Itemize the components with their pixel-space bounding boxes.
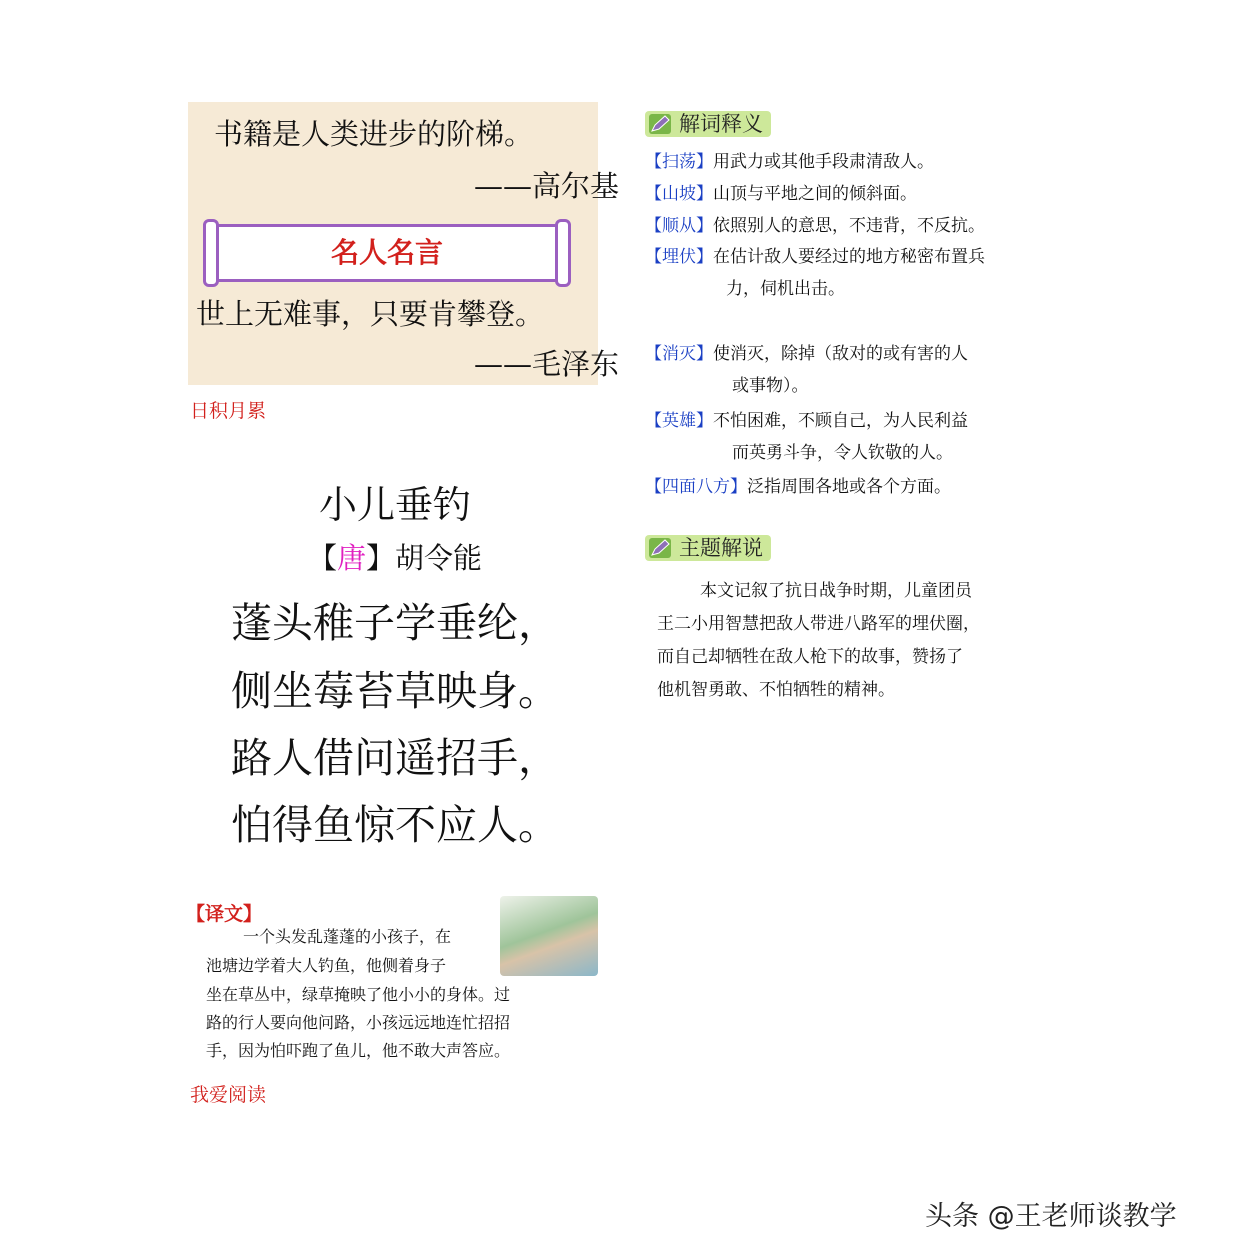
vocab-item — [645, 210, 985, 242]
vocab-definition: 力，伺机出击。 — [726, 279, 845, 299]
translation-line: 手，因为怕吓跑了鱼儿，他不敢大声答应。 — [206, 1041, 511, 1060]
bracket: 】 — [366, 541, 396, 575]
vocab-term: 【埋伏】 — [645, 247, 713, 267]
vocab-definition: 不怕困难，不顾自己，为人民利益 — [713, 411, 968, 431]
theme-line: 而自己却牺牲在敌人枪下的故事，赞扬了 — [657, 647, 963, 667]
vocab-definition: 或事物）。 — [732, 376, 809, 396]
vocab-definition: 使消灭，除掉（敌对的或有害的人 — [713, 344, 968, 364]
poem-author: 胡令能 — [395, 541, 483, 575]
boy-fishing-illustration — [500, 896, 598, 976]
vocab-term: 【四面八方】 — [645, 477, 747, 497]
section-title-daily: 日积月累 — [190, 400, 267, 422]
vocab-item — [645, 146, 934, 178]
translation-line: 路的行人要向他问路，小孩远远地连忙招招 — [206, 1013, 511, 1032]
section-title-reading: 我爱阅读 — [190, 1084, 267, 1106]
vocab-item — [645, 241, 985, 273]
vocab-term: 【扫荡】 — [645, 152, 713, 172]
poem-dynasty: 唐 — [336, 541, 366, 575]
vocab-item — [645, 338, 968, 370]
quote-banner — [212, 224, 562, 282]
translation-line: 一个头发乱蓬蓬的小孩子，在 — [243, 927, 452, 946]
watermark: 头条 @王老师谈教学 — [925, 1201, 1177, 1232]
translation-label: 【译文】 — [186, 903, 263, 925]
bracket: 【 — [307, 541, 337, 575]
vocab-item — [645, 471, 951, 503]
vocab-term: 【顺从】 — [645, 216, 713, 236]
vocab-item — [732, 370, 809, 402]
vocab-term: 【山坡】 — [645, 184, 713, 204]
theme-line: 他机智勇敢、不怕牺牲的精神。 — [657, 680, 895, 700]
theme-line: 本文记叙了抗日战争时期，儿童团员 — [700, 581, 972, 601]
vocab-title: 解词释义 — [679, 112, 763, 136]
quote-2-author: ——毛泽东 — [474, 347, 620, 381]
quote-2: 世上无难事，只要肯攀登。 — [196, 297, 545, 331]
theme-line: 王二小用智慧把敌人带进八路军的埋伏圈， — [657, 614, 980, 634]
vocab-definition: 在估计敌人要经过的地方秘密布置兵 — [713, 247, 985, 267]
poem-line: 路人借问遥招手， — [231, 734, 559, 782]
vocab-definition: 泛指周围各地或各个方面。 — [747, 477, 951, 497]
quote-1: 书籍是人类进步的阶梯。 — [214, 117, 534, 151]
quote-card — [188, 102, 620, 385]
vocab-header — [645, 111, 771, 137]
poem-line: 侧坐莓苔草映身。 — [231, 667, 559, 715]
vocab-definition: 依照别人的意思，不违背，不反抗。 — [713, 216, 985, 236]
pencil-icon — [649, 538, 671, 558]
vocab-definition: 而英勇斗争，令人钦敬的人。 — [732, 443, 953, 463]
quote-1-author: ——高尔基 — [474, 169, 620, 203]
vocab-item — [645, 405, 968, 437]
translation-line: 池塘边学着大人钓鱼，他侧着身子 — [206, 956, 447, 975]
pencil-icon — [649, 114, 671, 134]
vocab-definition: 山顶与平地之间的倾斜面。 — [713, 184, 917, 204]
vocab-item — [726, 273, 845, 305]
vocab-item — [645, 178, 917, 210]
vocab-term: 【英雄】 — [645, 411, 713, 431]
poem-line: 蓬头稚子学垂纶， — [231, 599, 559, 647]
vocab-item — [732, 437, 953, 469]
translation-line: 坐在草丛中，绿草掩映了他小小的身体。过 — [206, 985, 511, 1004]
theme-title: 主题解说 — [679, 536, 763, 560]
poem-title: 小儿垂钓 — [318, 483, 471, 527]
banner-label: 名人名言 — [330, 236, 443, 269]
vocab-term: 【消灭】 — [645, 344, 713, 364]
theme-header — [645, 535, 771, 561]
poem-line: 怕得鱼惊不应人。 — [231, 801, 559, 849]
vocab-definition: 用武力或其他手段肃清敌人。 — [713, 152, 934, 172]
